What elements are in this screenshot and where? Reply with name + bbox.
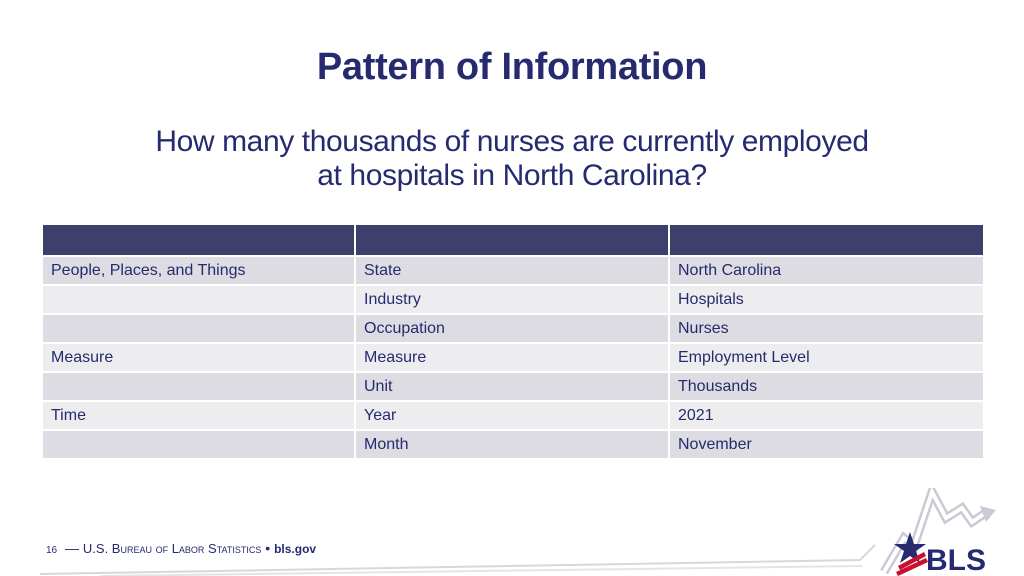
page-number: 16 (46, 545, 58, 556)
value-cell: Thousands (669, 372, 984, 401)
table-row (42, 430, 984, 459)
value-cell: November (669, 430, 984, 459)
value-cell: Employment Level (669, 343, 984, 372)
bls-logo-text: BLS (926, 544, 986, 576)
category-cell: Measure (42, 343, 355, 372)
table-row (42, 401, 984, 430)
table-header-cell (669, 224, 984, 256)
dimension-cell: State (355, 256, 669, 285)
table-header-cell (42, 224, 355, 256)
table-row (42, 285, 984, 314)
category-cell: People, Places, and Things (42, 256, 355, 285)
dimension-cell: Month (355, 430, 669, 459)
value-cell: 2021 (669, 401, 984, 430)
table-row (42, 343, 984, 372)
site-link[interactable]: bls.gov (274, 542, 317, 556)
question-line-1: How many thousands of nurses are currently employed (155, 125, 869, 158)
dimension-cell: Measure (355, 343, 669, 372)
table-row (42, 314, 984, 343)
table-header-row (42, 224, 984, 256)
category-cell: Time (42, 401, 355, 430)
category-cell (42, 314, 355, 343)
value-cell: Hospitals (669, 285, 984, 314)
table-row (42, 372, 984, 401)
dimension-cell: Occupation (355, 314, 669, 343)
value-cell: Nurses (669, 314, 984, 343)
slide-question (0, 125, 1024, 193)
information-pattern-table (41, 223, 985, 460)
category-cell (42, 285, 355, 314)
bls-logo (880, 488, 1000, 576)
slide-footer (46, 540, 316, 556)
table-row (42, 256, 984, 285)
dimension-cell: Industry (355, 285, 669, 314)
dimension-cell: Unit (355, 372, 669, 401)
question-line-2: at hospitals in North Carolina? (317, 159, 707, 192)
slide-title: Pattern of Information (316, 46, 708, 88)
footer-dash: — (65, 540, 80, 556)
category-cell (42, 430, 355, 459)
value-cell: North Carolina (669, 256, 984, 285)
category-cell (42, 372, 355, 401)
table-header-cell (355, 224, 669, 256)
dimension-cell: Year (355, 401, 669, 430)
agency-name: U.S. Bureau of Labor Statistics (82, 541, 262, 556)
footer-bullet: • (265, 540, 271, 556)
